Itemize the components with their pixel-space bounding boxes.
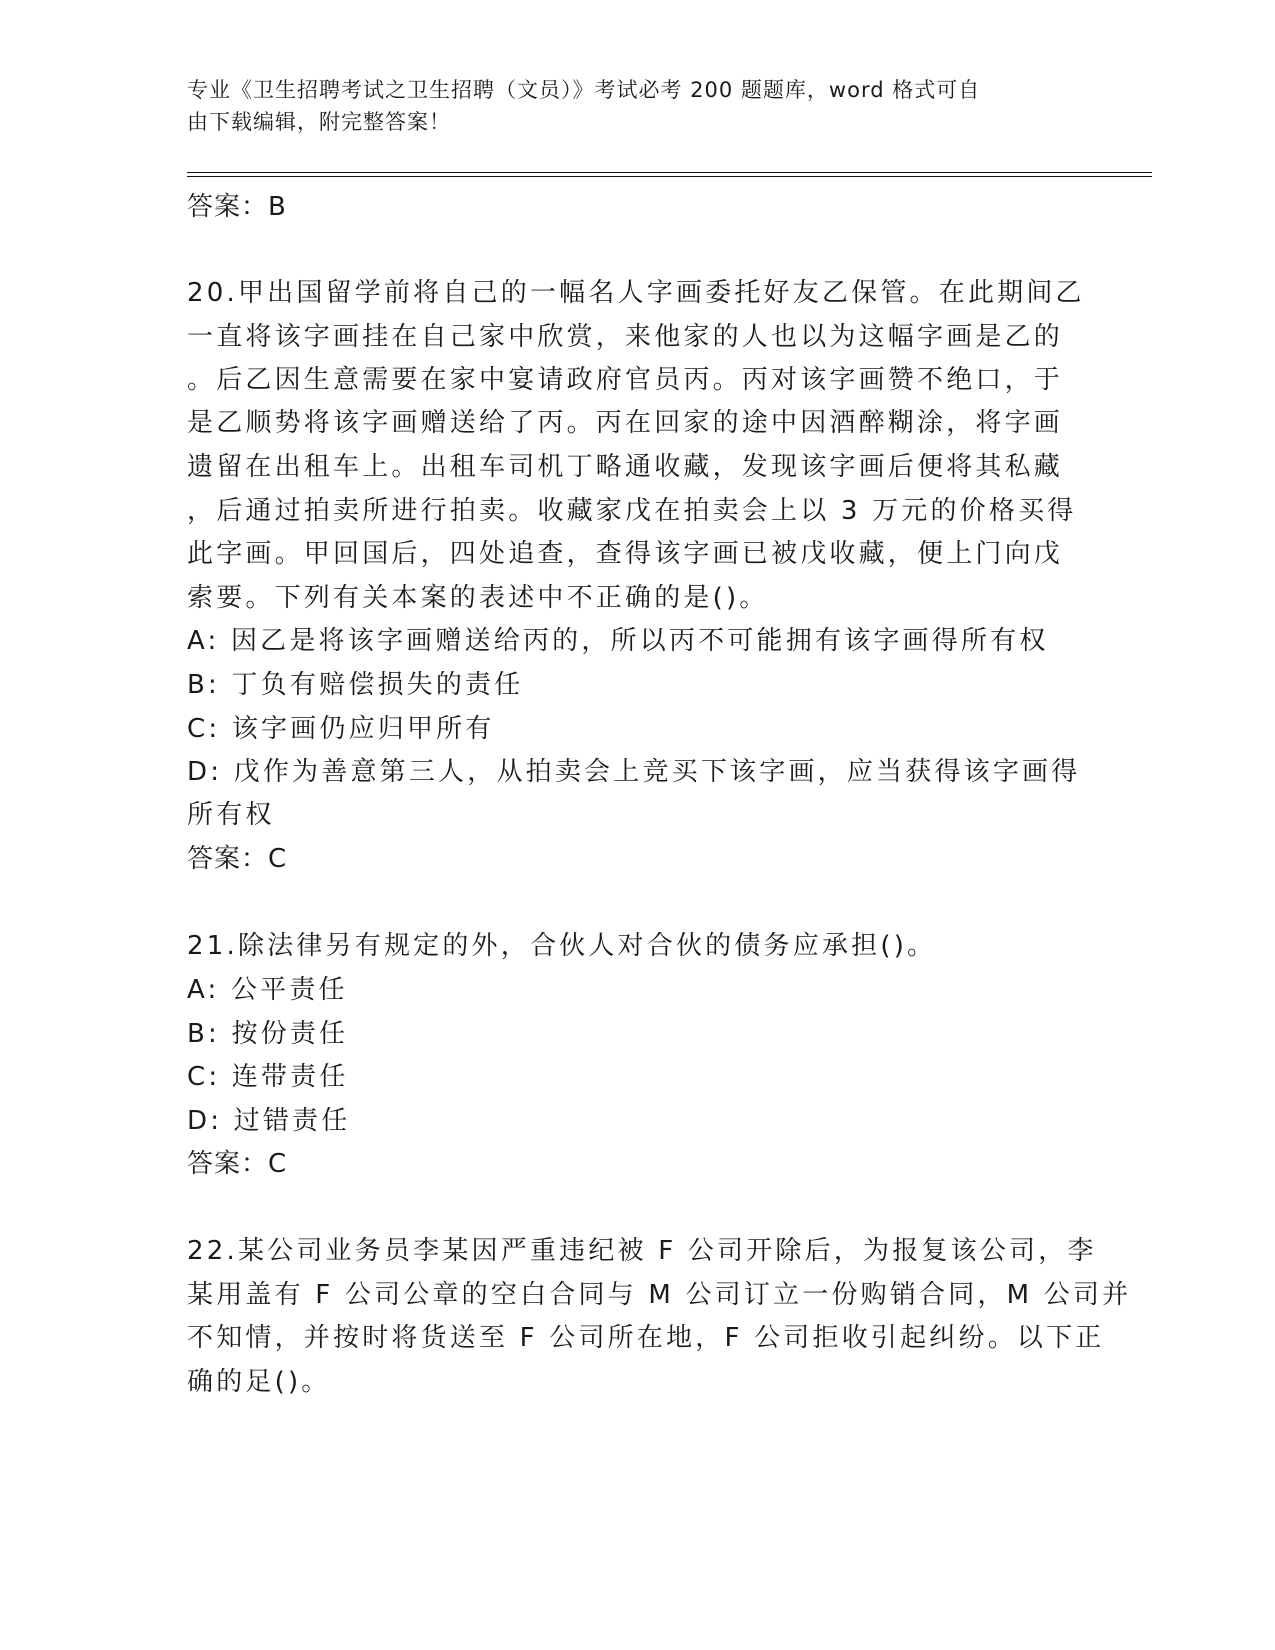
question-20-line-1: 20.甲出国留学前将自己的一幅名人字画委托好友乙保管。在此期间乙: [187, 278, 1085, 308]
header-line-2: 由下载编辑，附完整答案！: [187, 110, 451, 134]
question-22-line-2: 某用盖有 F 公司公章的空白合同与 M 公司订立一份购销合同，M 公司并: [187, 1280, 1132, 1310]
question-21-option-c: C: 连带责任: [187, 1062, 349, 1092]
question-20-line-5: 遗留在出租车上。出租车司机丁略通收藏，发现该字画后便将其私藏: [187, 452, 1064, 482]
question-21-option-a: A: 公平责任: [187, 975, 348, 1005]
question-21-option-b: B: 按份责任: [187, 1019, 349, 1049]
question-20-option-c: C: 该字画仍应归甲所有: [187, 714, 495, 744]
document-header: [187, 74, 1067, 138]
question-20-line-8: 索要。下列有关本案的表述中不正确的是()。: [187, 583, 769, 613]
question-22-line-3: 不知情，并按时将货送至 F 公司所在地，F 公司拒收引起纠纷。以下正: [187, 1323, 1105, 1353]
question-20-line-7: 此字画。甲回国后，四处追查，查得该字画已被戊收藏，便上门向戊: [187, 539, 1064, 569]
answer-20: 答案：C: [187, 844, 288, 874]
question-20-option-d: D: 戊作为善意第三人，从拍卖会上竞买下该字画，应当获得该字画得: [187, 757, 1081, 787]
header-divider-bottom: [187, 176, 1152, 177]
question-20-line-4: 是乙顺势将该字画赠送给了丙。丙在回家的途中因酒醉糊涂，将字画: [187, 408, 1064, 438]
question-20-line-3: 。后乙因生意需要在家中宴请政府官员丙。丙对该字画赞不绝口，于: [187, 365, 1064, 395]
question-20-line-6: ，后通过拍卖所进行拍卖。收藏家戊在拍卖会上以 3 万元的价格买得: [187, 496, 1077, 526]
question-20-option-b: B: 丁负有赔偿损失的责任: [187, 670, 524, 700]
answer-21: 答案：C: [187, 1149, 288, 1179]
question-22-line-1: 22.某公司业务员李某因严重违纪被 F 公司开除后，为报复该公司，李: [187, 1236, 1097, 1266]
question-20-option-d-cont: 所有权: [187, 800, 275, 830]
question-21-line-1: 21.除法律另有规定的外，合伙人对合伙的债务应承担()。: [187, 931, 937, 961]
answer-19: 答案：B: [187, 192, 287, 222]
question-20-line-2: 一直将该字画挂在自己家中欣赏，来他家的人也以为这幅字画是乙的: [187, 322, 1064, 352]
question-20-option-a: A: 因乙是将该字画赠送给丙的，所以丙不可能拥有该字画得所有权: [187, 626, 1049, 656]
question-21-option-d: D: 过错责任: [187, 1106, 351, 1136]
question-22-line-4: 确的足()。: [187, 1367, 331, 1397]
header-divider-top: [187, 172, 1152, 173]
header-line-1: 专业《卫生招聘考试之卫生招聘（文员）》考试必考 200 题题库，word 格式可自: [187, 78, 981, 102]
